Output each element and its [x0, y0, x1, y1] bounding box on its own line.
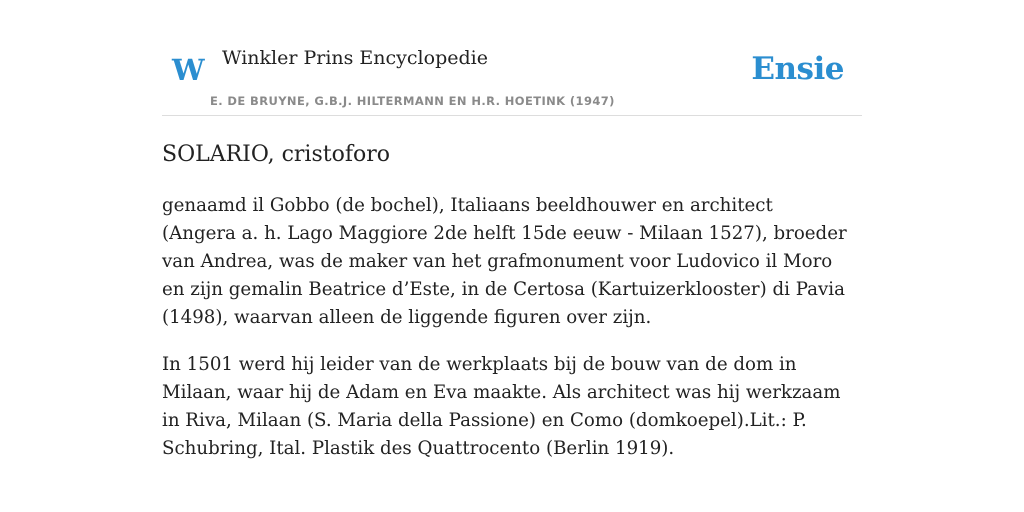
encyclopedia-title: Winkler Prins Encyclopedie: [222, 47, 488, 69]
ensie-brand-link[interactable]: Ensie: [751, 51, 844, 87]
entry-paragraph: In 1501 werd hij leider van de werkplaats bij de bouw van de dom in Milaan, waar hij de Adam en Eva maakte. Als architect was hij werkzaam in Riva, Milaan (S. Maria della Passione) en Como (domkoepel).Lit.: P. Schubring, Ital. Plastik des Quattrocento (Berlin 1919).: [162, 354, 841, 459]
entry-paragraph: genaamd il Gobbo (de bochel), Italiaans beeldhouwer en architect (Angera a. h. Lago Maggiore 2de helft 15de eeuw - Milaan 1527), broeder van Andrea, was de maker van het grafmonument voor Ludovico il Moro en zijn gemalin Beatrice d’Este, in de Certosa (Kartuizerklooster) di Pavia (1498), waarvan alleen de liggende figuren over zijn.: [162, 195, 847, 328]
entry-title: SOLARIO, cristoforo: [162, 142, 390, 167]
entry-body: [162, 192, 852, 482]
winkler-prins-logo: W: [172, 53, 205, 87]
encyclopedia-header: [162, 36, 862, 116]
encyclopedia-authors: E. DE BRUYNE, G.B.J. HILTERMANN EN H.R. HOETINK (1947): [210, 94, 615, 108]
